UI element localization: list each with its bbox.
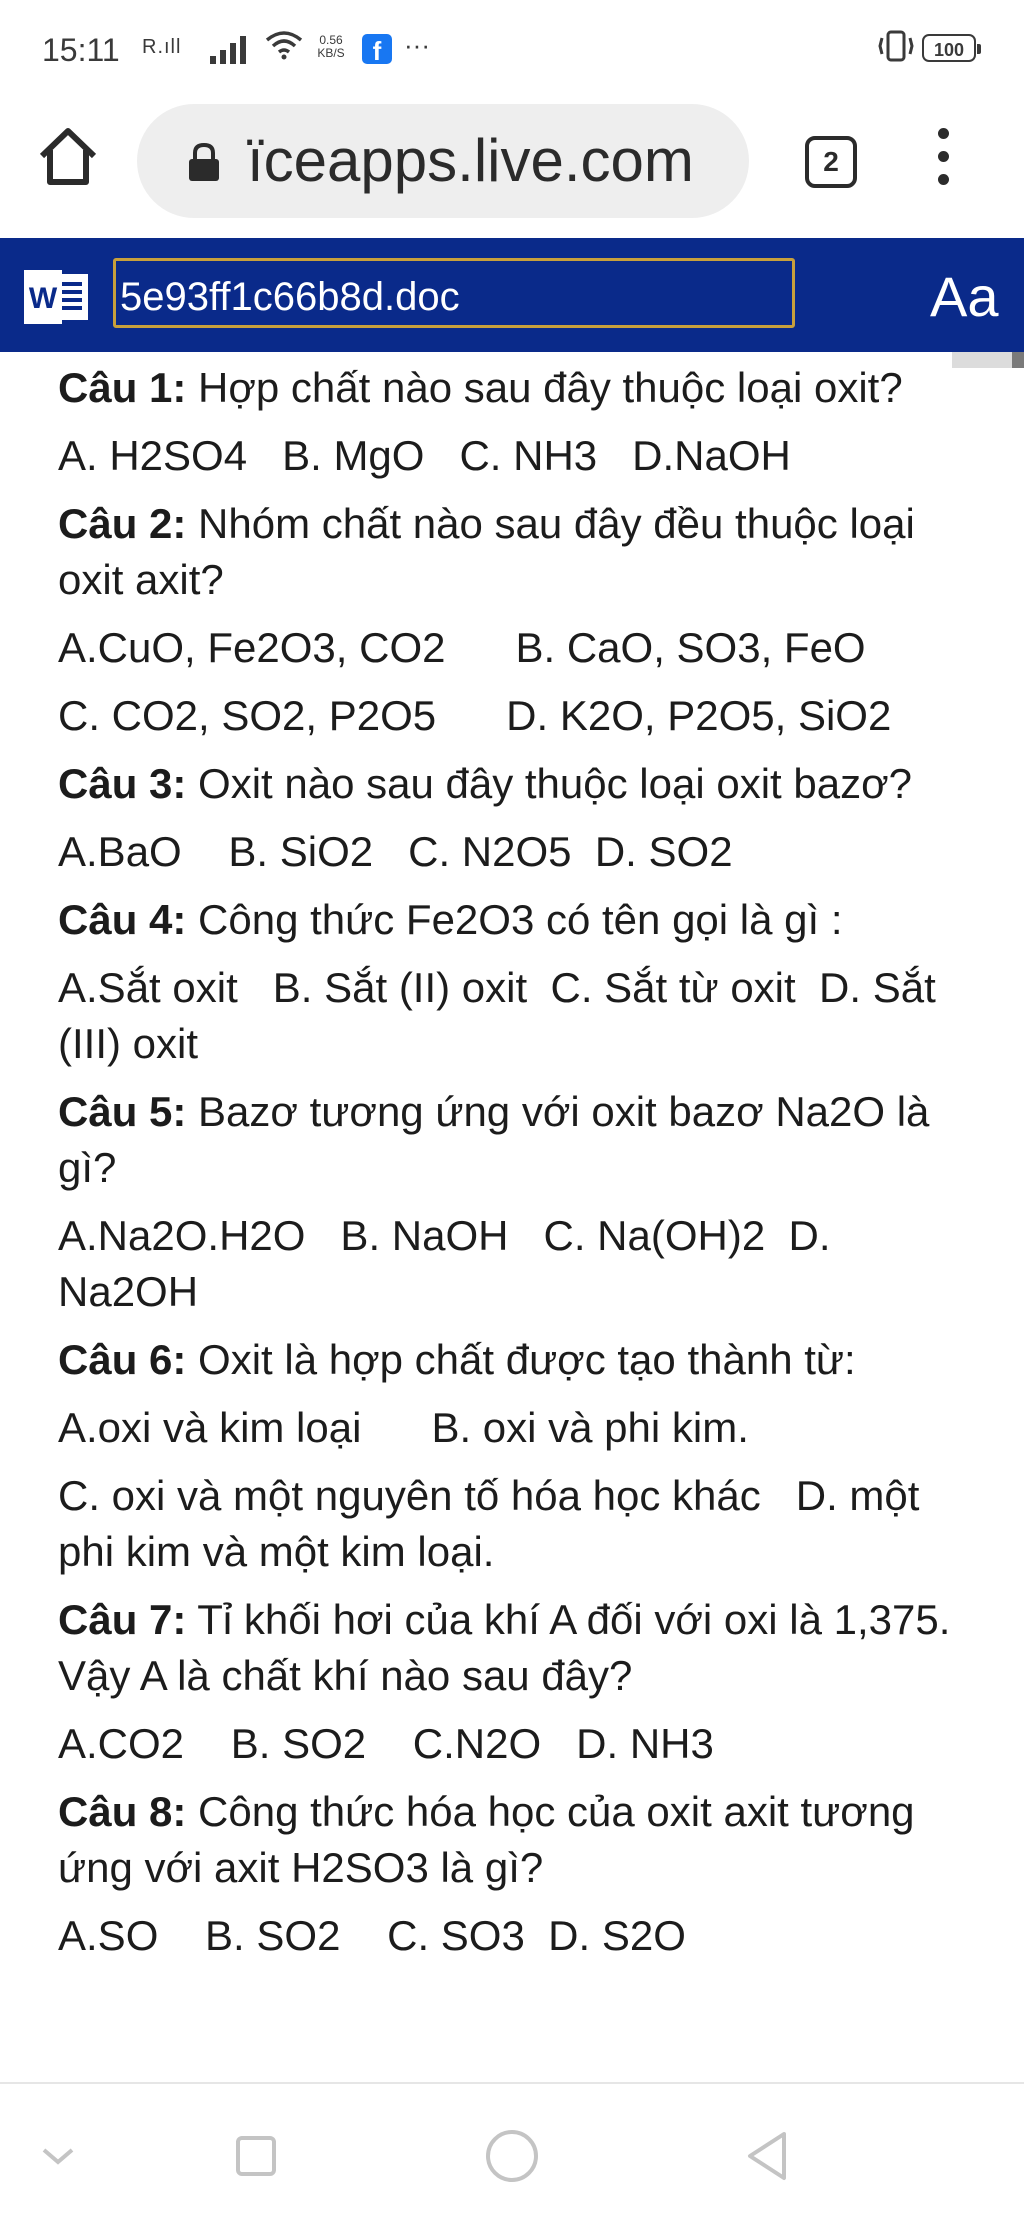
question-1 — [58, 360, 958, 416]
question-text: Tỉ khối hơi của khí A đối với oxi là 1,375. Vậy A là chất khí nào sau đây? — [58, 1596, 951, 1699]
wifi-icon — [265, 30, 303, 69]
network-speed-value: 0.56 — [319, 33, 343, 47]
question-5 — [58, 1084, 958, 1196]
question-label: Câu 4: — [58, 896, 187, 943]
word-header — [0, 238, 1024, 352]
network-speed — [313, 34, 349, 60]
vibrate-icon — [876, 28, 916, 69]
overflow-menu-icon[interactable] — [936, 128, 950, 188]
address-bar[interactable] — [137, 104, 749, 218]
status-time: 15:11 — [42, 32, 120, 68]
lock-icon — [187, 142, 221, 182]
answer-options: A.Na2O.H2O B. NaOH C. Na(OH)2 D. Na2OH — [58, 1212, 843, 1315]
svg-text:W: W — [28, 282, 58, 315]
home-icon[interactable] — [34, 122, 102, 190]
chevron-down-icon[interactable] — [28, 2126, 88, 2186]
more-notifications-icon: ··· — [404, 30, 430, 60]
font-size-button[interactable]: Aa — [930, 265, 999, 328]
question-label: Câu 8: — [58, 1788, 187, 1835]
word-logo-icon — [24, 268, 90, 326]
answer-options: A.CO2 B. SO2 C.N2O D. NH3 — [58, 1720, 714, 1767]
browser-toolbar — [0, 100, 1024, 238]
battery-icon: 100 — [922, 34, 976, 62]
question-3 — [58, 756, 958, 812]
url-text: ïceapps.live.com — [247, 127, 694, 194]
question-2 — [58, 496, 958, 608]
question-text: Hợp chất nào sau đây thuộc loại oxit? — [186, 364, 903, 411]
tab-switcher-button[interactable]: 2 — [805, 136, 857, 188]
answer-options: C. CO2, SO2, P2O5 D. K2O, P2O5, SiO2 — [58, 692, 892, 739]
answer-options: A.oxi và kim loại B. oxi và phi kim. — [58, 1404, 749, 1451]
answer-options: A.SO B. SO2 C. SO3 D. S2O — [58, 1912, 686, 1959]
question-label: Câu 7: — [58, 1596, 187, 1643]
question-label: Câu 3: — [58, 760, 187, 807]
question-text: Công thức hóa học của oxit axit tương ứng với axit H2SO3 là gì? — [58, 1788, 915, 1891]
question-6 — [58, 1332, 958, 1388]
answer-options: C. oxi và một nguyên tố hóa học khác D. một phi kim và một kim loại. — [58, 1472, 932, 1575]
answer-options: A.BaO B. SiO2 C. N2O5 D. SO2 — [58, 828, 733, 875]
home-nav-icon[interactable] — [482, 2126, 542, 2186]
question-text: Oxit nào sau đây thuộc loại oxit bazơ? — [186, 760, 912, 807]
document-body — [58, 360, 958, 1976]
system-navigation-bar — [0, 2082, 1024, 2219]
question-label: Câu 6: — [58, 1336, 187, 1383]
back-icon[interactable] — [738, 2126, 798, 2186]
signal-strength-icon: R.ıll — [142, 36, 182, 58]
question-4 — [58, 892, 958, 948]
status-bar — [0, 0, 1024, 100]
question-label: Câu 2: — [58, 500, 187, 547]
answer-options: A.CuO, Fe2O3, CO2 B. CaO, SO3, FeO — [58, 624, 866, 671]
question-text: Bazơ tương ứng với oxit bazơ Na2O là gì? — [58, 1088, 930, 1191]
signal-strength-icon-2 — [208, 36, 252, 69]
question-text: Oxit là hợp chất được tạo thành từ: — [186, 1336, 856, 1383]
question-text: Nhóm chất nào sau đây đều thuộc loại oxit axit? — [58, 500, 915, 603]
answer-options: A.Sắt oxit B. Sắt (II) oxit C. Sắt từ oxit D. Sắt (III) oxit — [58, 964, 948, 1067]
file-name: 5e93ff1c66b8d.doc — [120, 275, 460, 319]
recent-apps-icon[interactable] — [226, 2126, 286, 2186]
question-label: Câu 5: — [58, 1088, 187, 1135]
network-speed-unit: KB/S — [317, 46, 345, 60]
question-text: Công thức Fe2O3 có tên gọi là gì : — [186, 896, 843, 943]
file-name-field[interactable] — [113, 258, 795, 328]
scrollbar-thumb[interactable] — [1012, 352, 1024, 368]
question-7 — [58, 1592, 958, 1704]
answer-options: A. H2SO4 B. MgO C. NH3 D.NaOH — [58, 432, 791, 479]
facebook-icon: f — [362, 34, 392, 64]
question-8 — [58, 1784, 958, 1896]
question-label: Câu 1: — [58, 364, 187, 411]
